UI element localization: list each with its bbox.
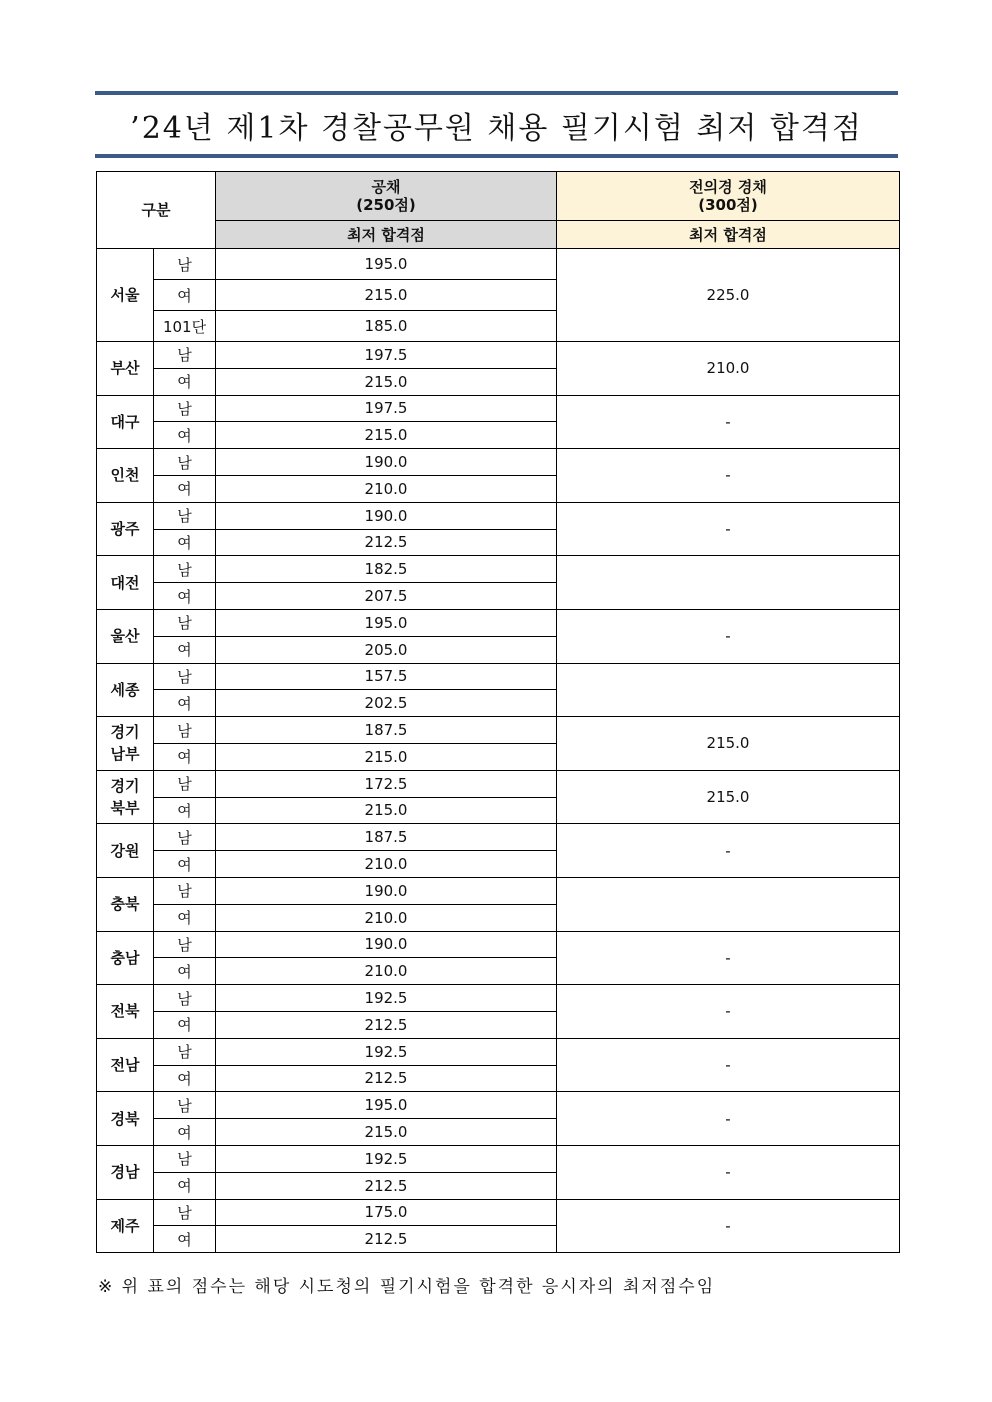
table-row <box>97 1199 900 1226</box>
public-score-cell: 205.0 <box>216 636 557 663</box>
gender-cell: 여 <box>154 368 216 395</box>
gender-cell: 남 <box>154 1145 216 1172</box>
gender-cell: 여 <box>154 1226 216 1253</box>
public-score-cell: 195.0 <box>216 1092 557 1119</box>
special-score-cell: - <box>557 985 900 1039</box>
region-name <box>97 1199 154 1253</box>
table-row <box>97 342 900 369</box>
gender-cell: 남 <box>154 1199 216 1226</box>
public-score-cell: 210.0 <box>216 475 557 502</box>
header-public-sub: (250점) <box>356 196 416 214</box>
title-block <box>95 91 898 158</box>
table-body <box>97 249 900 1253</box>
region-name <box>97 1145 154 1199</box>
region-name-line: 남부 <box>110 745 140 764</box>
public-score-cell: 212.5 <box>216 529 557 556</box>
gender-cell: 여 <box>154 422 216 449</box>
gender-cell: 남 <box>154 502 216 529</box>
public-score-cell: 215.0 <box>216 280 557 311</box>
special-score-cell: - <box>557 395 900 449</box>
gender-cell: 여 <box>154 1172 216 1199</box>
gender-cell: 남 <box>154 395 216 422</box>
table-row <box>97 717 900 744</box>
header-public-title: 공채 <box>371 178 401 196</box>
public-score-cell: 215.0 <box>216 797 557 824</box>
gender-cell: 남 <box>154 717 216 744</box>
public-score-cell: 195.0 <box>216 609 557 636</box>
region-name-line: 경남 <box>110 1163 140 1182</box>
public-score-cell: 210.0 <box>216 904 557 931</box>
gender-cell: 남 <box>154 1038 216 1065</box>
table-row <box>97 770 900 797</box>
region-name-line: 전남 <box>110 1056 140 1075</box>
public-score-cell: 185.0 <box>216 311 557 342</box>
region-name <box>97 449 154 503</box>
header-special <box>557 172 900 221</box>
footnote: ※ 위 표의 점수는 해당 시도청의 필기시험을 합격한 응시자의 최저점수임 <box>98 1277 716 1297</box>
public-score-cell: 210.0 <box>216 851 557 878</box>
public-score-cell: 212.5 <box>216 1065 557 1092</box>
region-name-line: 대전 <box>110 573 140 592</box>
public-score-cell: 197.5 <box>216 395 557 422</box>
region-name <box>97 985 154 1039</box>
public-score-cell: 187.5 <box>216 717 557 744</box>
public-score-cell: 202.5 <box>216 690 557 717</box>
public-score-cell: 195.0 <box>216 249 557 280</box>
gender-cell: 여 <box>154 1119 216 1146</box>
public-score-cell: 190.0 <box>216 877 557 904</box>
region-name <box>97 877 154 931</box>
gender-cell: 여 <box>154 958 216 985</box>
special-score-cell <box>557 663 900 717</box>
region-name-line: 제주 <box>110 1216 140 1235</box>
public-score-cell: 215.0 <box>216 368 557 395</box>
region-name <box>97 1092 154 1146</box>
header-special-label: 최저 합격점 <box>557 221 900 249</box>
region-name-line: 충남 <box>110 948 140 967</box>
region-name-line: 강원 <box>110 841 140 860</box>
public-score-cell: 197.5 <box>216 342 557 369</box>
gender-cell: 여 <box>154 904 216 931</box>
region-name-line: 서울 <box>110 286 140 304</box>
public-score-cell: 215.0 <box>216 743 557 770</box>
region-name-line: 대구 <box>110 412 140 431</box>
gender-cell: 여 <box>154 636 216 663</box>
public-score-cell: 175.0 <box>216 1199 557 1226</box>
public-score-cell: 192.5 <box>216 1038 557 1065</box>
gender-cell: 101단 <box>154 311 216 342</box>
region-name-line: 충북 <box>110 895 140 914</box>
header-category: 구분 <box>97 172 216 249</box>
region-name-line: 전북 <box>110 1002 140 1021</box>
gender-cell: 여 <box>154 583 216 610</box>
gender-cell: 여 <box>154 1065 216 1092</box>
gender-cell: 남 <box>154 342 216 369</box>
special-score-cell: - <box>557 502 900 556</box>
table-row <box>97 1092 900 1119</box>
special-score-cell: 225.0 <box>557 249 900 342</box>
special-score-cell <box>557 877 900 931</box>
gender-cell: 여 <box>154 797 216 824</box>
public-score-cell: 212.5 <box>216 1172 557 1199</box>
public-score-cell: 190.0 <box>216 931 557 958</box>
public-score-cell: 215.0 <box>216 1119 557 1146</box>
public-score-cell: 192.5 <box>216 1145 557 1172</box>
table-row <box>97 1038 900 1065</box>
gender-cell: 남 <box>154 663 216 690</box>
public-score-cell: 192.5 <box>216 985 557 1012</box>
table-row <box>97 877 900 904</box>
gender-cell: 여 <box>154 1011 216 1038</box>
region-name <box>97 770 154 824</box>
public-score-cell: 182.5 <box>216 556 557 583</box>
region-name-line: 부산 <box>110 359 140 378</box>
special-score-cell: 215.0 <box>557 717 900 771</box>
gender-cell: 남 <box>154 556 216 583</box>
special-score-cell: 215.0 <box>557 770 900 824</box>
special-score-cell: - <box>557 609 900 663</box>
region-name-line: 세종 <box>110 680 140 699</box>
gender-cell: 남 <box>154 824 216 851</box>
gender-cell: 남 <box>154 1092 216 1119</box>
region-name <box>97 663 154 717</box>
region-name <box>97 556 154 610</box>
region-name <box>97 395 154 449</box>
gender-cell: 남 <box>154 609 216 636</box>
public-score-cell: 215.0 <box>216 422 557 449</box>
table-row <box>97 931 900 958</box>
page-title: ’24년 제1차 경찰공무원 채용 필기시험 최저 합격점 <box>130 110 863 146</box>
region-name <box>97 342 154 396</box>
gender-cell: 여 <box>154 690 216 717</box>
gender-cell: 남 <box>154 985 216 1012</box>
public-score-cell: 212.5 <box>216 1011 557 1038</box>
region-name-line: 경기 <box>110 777 140 796</box>
header-special-title: 전의경 경채 <box>689 178 767 196</box>
region-name-line: 경기 <box>110 723 140 742</box>
special-score-cell: - <box>557 1092 900 1146</box>
table-row <box>97 985 900 1012</box>
title-rule-bottom <box>95 154 898 158</box>
region-name <box>97 249 154 342</box>
public-score-cell: 210.0 <box>216 958 557 985</box>
gender-cell: 여 <box>154 743 216 770</box>
region-name <box>97 609 154 663</box>
public-score-cell: 157.5 <box>216 663 557 690</box>
region-name-line: 경북 <box>110 1109 140 1128</box>
region-name <box>97 1038 154 1092</box>
special-score-cell: - <box>557 1145 900 1199</box>
gender-cell: 남 <box>154 877 216 904</box>
table-row <box>97 663 900 690</box>
region-name <box>97 931 154 985</box>
public-score-cell: 187.5 <box>216 824 557 851</box>
special-score-cell: - <box>557 1199 900 1253</box>
special-score-cell <box>557 556 900 610</box>
table-row <box>97 556 900 583</box>
public-score-cell: 207.5 <box>216 583 557 610</box>
table-row <box>97 1145 900 1172</box>
gender-cell: 남 <box>154 249 216 280</box>
special-score-cell: - <box>557 824 900 878</box>
header-special-sub: (300점) <box>698 196 758 214</box>
table-row <box>97 395 900 422</box>
special-score-cell: - <box>557 1038 900 1092</box>
region-name-line: 인천 <box>110 466 140 485</box>
gender-cell: 여 <box>154 851 216 878</box>
public-score-cell: 172.5 <box>216 770 557 797</box>
public-score-cell: 212.5 <box>216 1226 557 1253</box>
region-name <box>97 502 154 556</box>
gender-cell: 여 <box>154 280 216 311</box>
region-name-line: 광주 <box>110 520 140 539</box>
gender-cell: 남 <box>154 449 216 476</box>
region-name <box>97 717 154 771</box>
table-row <box>97 502 900 529</box>
gender-cell: 남 <box>154 931 216 958</box>
gender-cell: 여 <box>154 475 216 502</box>
gender-cell: 남 <box>154 770 216 797</box>
header-public <box>216 172 557 221</box>
region-name <box>97 824 154 878</box>
region-name-line: 울산 <box>110 627 140 646</box>
table-row <box>97 249 900 280</box>
score-table <box>96 171 900 1253</box>
region-name-line: 북부 <box>110 799 140 818</box>
special-score-cell: - <box>557 931 900 985</box>
special-score-cell: 210.0 <box>557 342 900 396</box>
public-score-cell: 190.0 <box>216 449 557 476</box>
table-row <box>97 449 900 476</box>
header-public-label: 최저 합격점 <box>216 221 557 249</box>
special-score-cell: - <box>557 449 900 503</box>
table-row <box>97 609 900 636</box>
table-row <box>97 824 900 851</box>
gender-cell: 여 <box>154 529 216 556</box>
public-score-cell: 190.0 <box>216 502 557 529</box>
